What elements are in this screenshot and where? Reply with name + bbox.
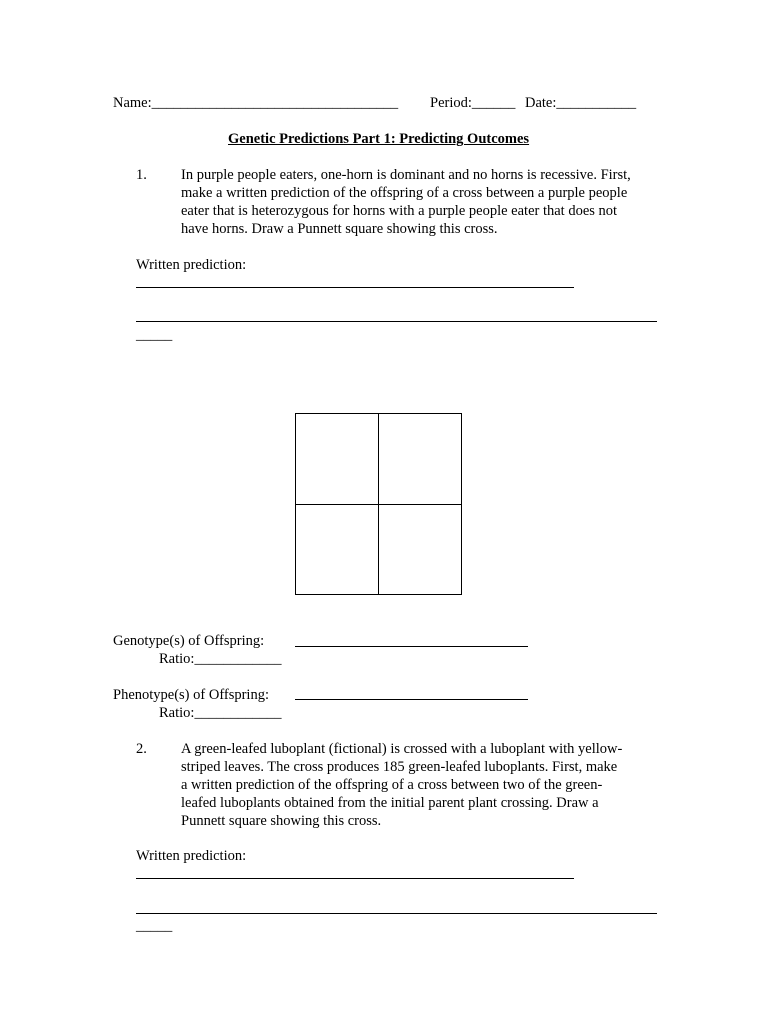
question-2-line: A green-leafed luboplant (fictional) is crossed with a luboplant with yellow- (181, 741, 623, 757)
question-1-line: eater that is heterozygous for horns with a purple people eater that does not (181, 203, 618, 219)
phenotype-label: Phenotype(s) of Offspring: (113, 687, 269, 703)
question-2-line: striped leaves. The cross produces 185 green-leafed luboplants. First, make (181, 759, 618, 775)
question-1-answer-line-1[interactable] (136, 287, 574, 288)
question-1-line: make a written prediction of the offspring of a cross between a purple people (181, 185, 628, 201)
worksheet-title: Genetic Predictions Part 1: Predicting Outcomes (228, 131, 530, 147)
genotype-label: Genotype(s) of Offspring: (113, 633, 265, 649)
name-field-label[interactable]: Name:__________________________________ (113, 95, 399, 111)
question-1-text (181, 166, 631, 238)
punnett-cell-bottom-left[interactable] (296, 505, 378, 594)
genotype-answer-line[interactable] (295, 646, 528, 647)
question-2-answer-line-1[interactable] (136, 878, 574, 879)
phenotype-ratio-field[interactable]: Ratio:____________ (159, 705, 282, 721)
question-1-answer-tail-blank[interactable]: _____ (136, 327, 173, 343)
question-2-answer-line-2[interactable] (136, 913, 657, 914)
genotype-ratio-field[interactable]: Ratio:____________ (159, 651, 282, 667)
question-2-text (181, 740, 622, 830)
question-2-number: 2. (136, 741, 147, 757)
date-field-label[interactable]: Date:___________ (525, 95, 637, 111)
question-1-written-prediction-label: Written prediction: (136, 257, 247, 273)
punnett-cell-top-right[interactable] (379, 414, 461, 504)
question-2-line: leafed luboplants obtained from the initial parent plant crossing. Draw a (181, 795, 599, 811)
punnett-square (295, 413, 462, 595)
question-1-line: In purple people eaters, one-horn is dominant and no horns is recessive. First, (181, 167, 631, 183)
question-1-answer-line-2[interactable] (136, 321, 657, 322)
question-2-line: Punnett square showing this cross. (181, 813, 382, 829)
question-2-answer-tail-blank[interactable]: _____ (136, 918, 173, 934)
punnett-cell-top-left[interactable] (296, 414, 378, 504)
phenotype-answer-line[interactable] (295, 699, 528, 700)
question-2-written-prediction-label: Written prediction: (136, 848, 247, 864)
question-2-line: a written prediction of the offspring of a cross between two of the green- (181, 777, 603, 793)
question-1-number: 1. (136, 167, 147, 183)
period-field-label[interactable]: Period:______ (430, 95, 516, 111)
question-1-line: have horns. Draw a Punnett square showing this cross. (181, 221, 498, 237)
punnett-cell-bottom-right[interactable] (379, 505, 461, 594)
